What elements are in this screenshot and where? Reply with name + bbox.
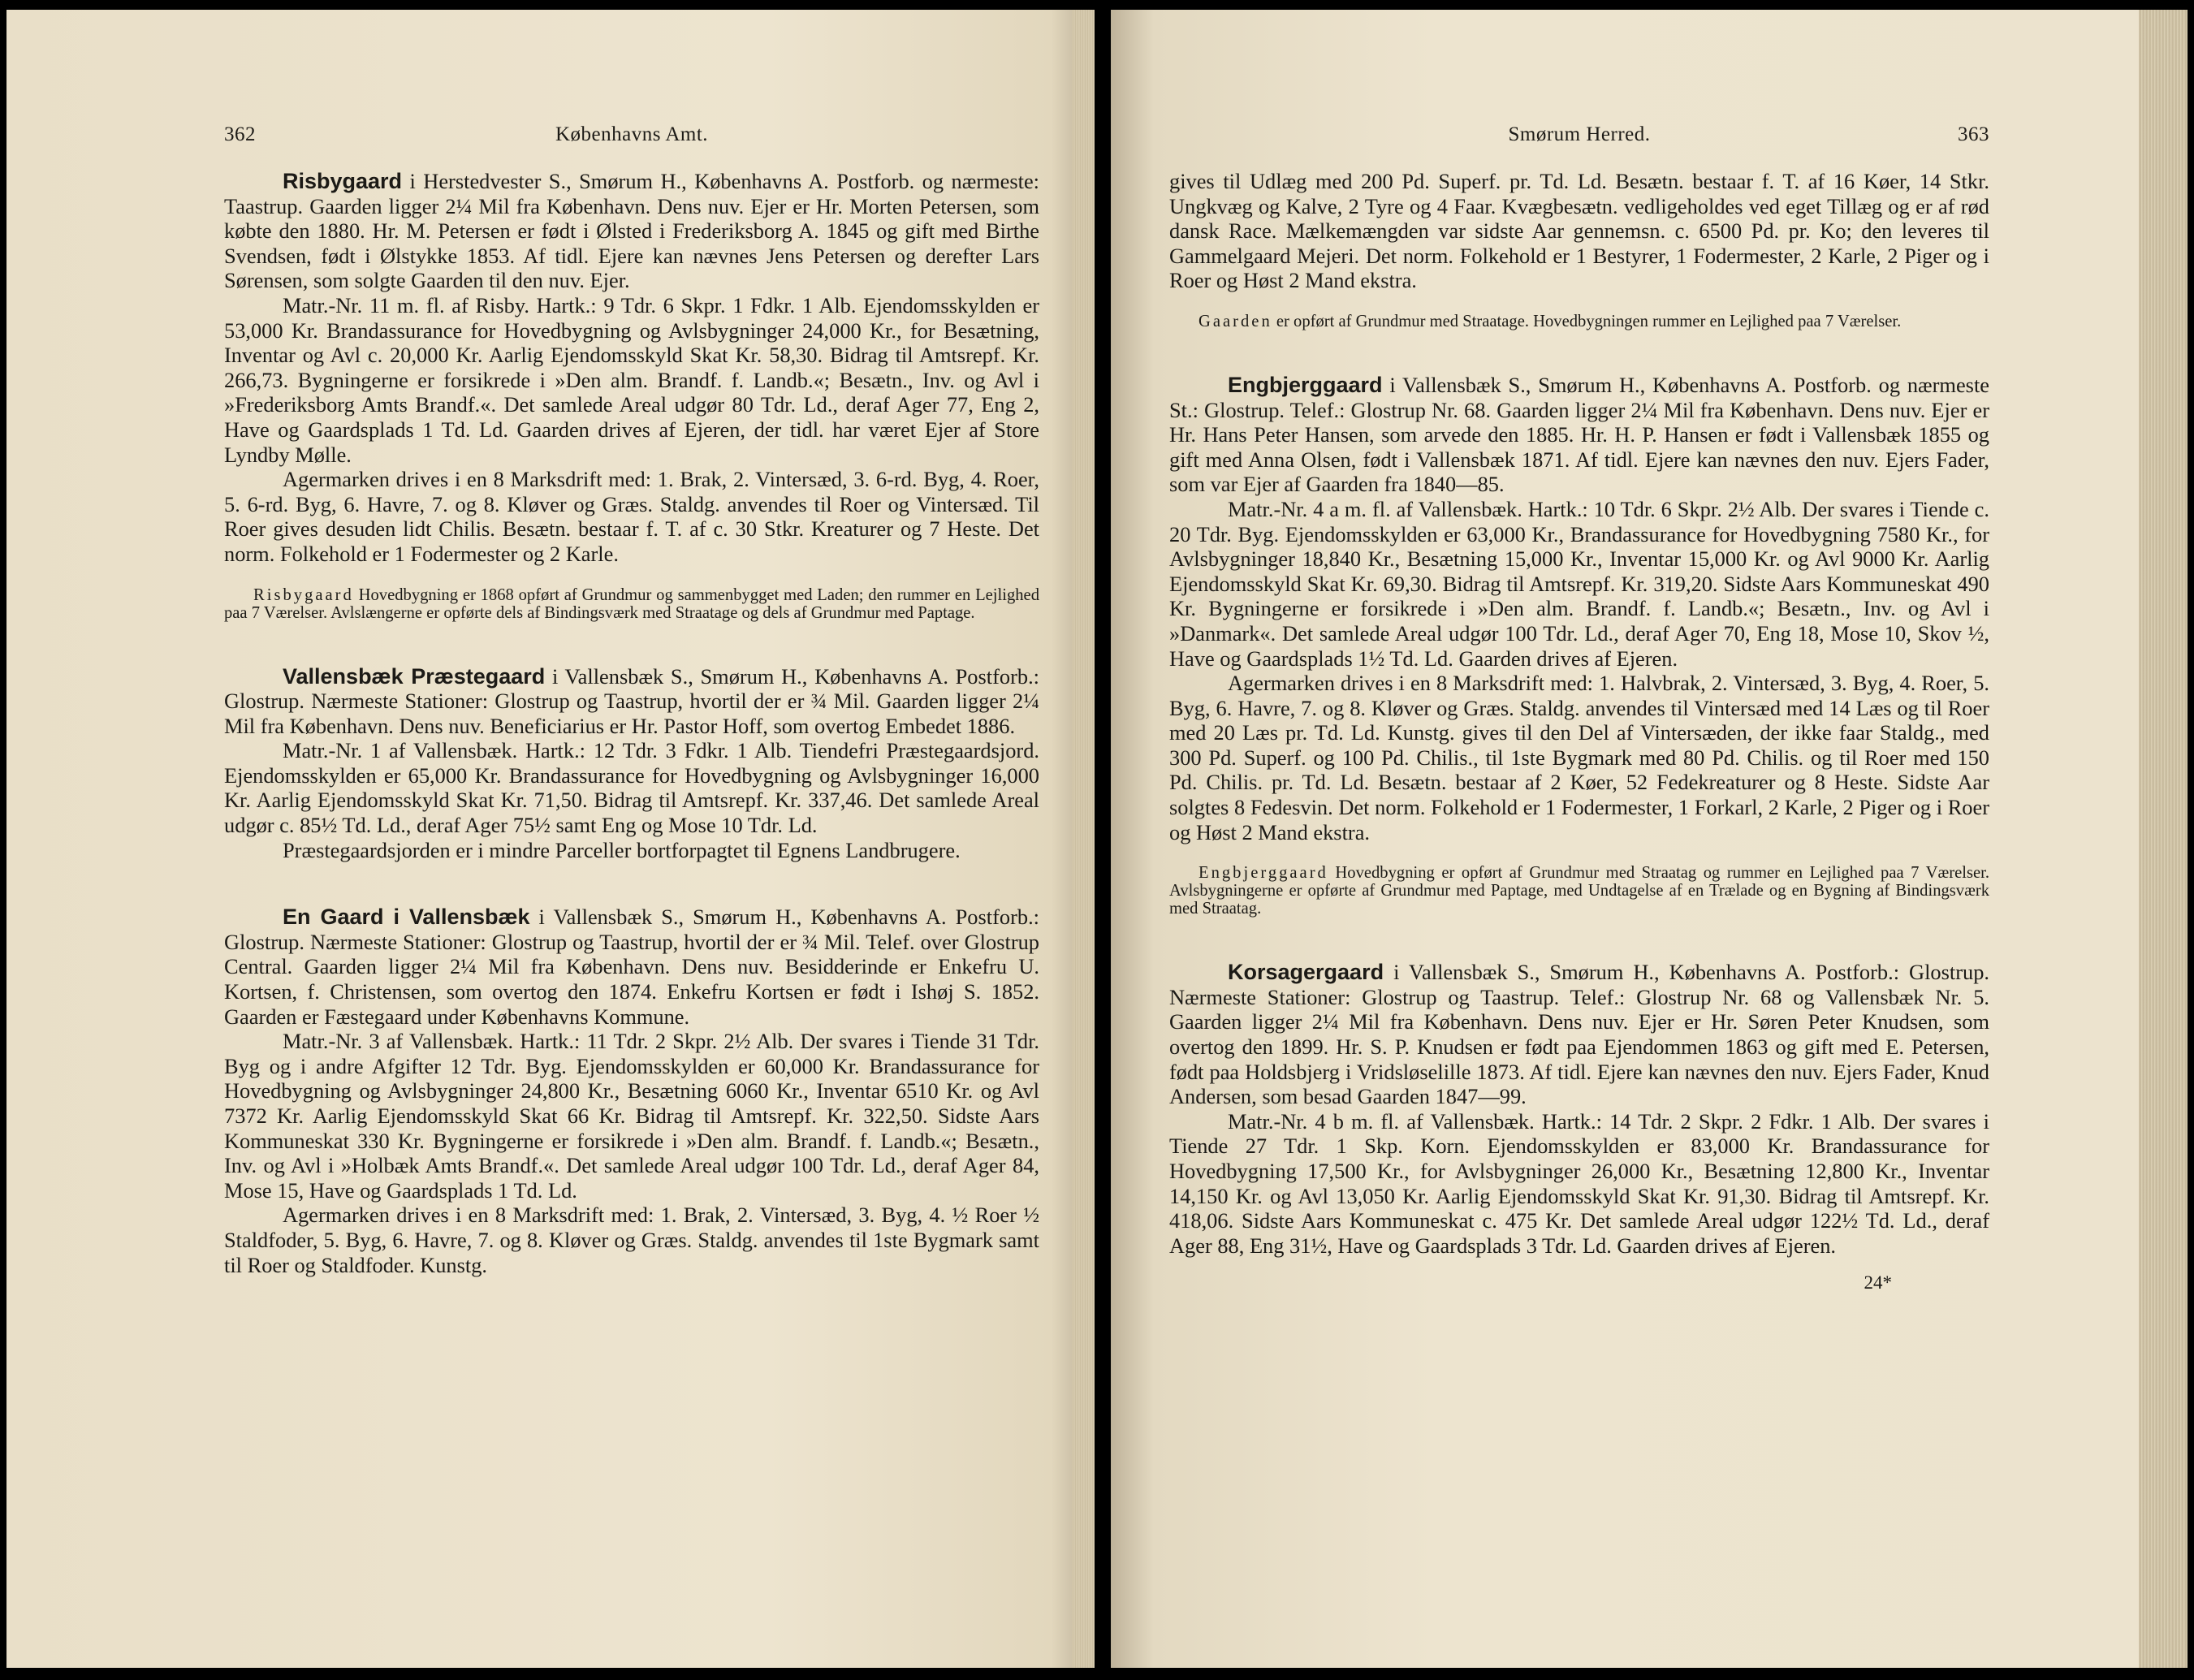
- right-running-head: [1169, 123, 1989, 169]
- entry-text: Agermarken drives i en 8 Marksdrift med: 1. Brak, 2. Vintersæd, 3. 6-rd. Byg, 4. Roer, 5. 6-rd. Byg, 6. Havre, 7. og 8. Kløver og Græs. Staldg. anvendes til Roer og Vintersæd. Til Roer gives desuden lidt Chilis. Besætn. bestaar f. T. af c. 30 Stkr. Kreaturer og 7 Heste. Det norm. Folkehold er 1 Fodermester og 2 Karle.: [224, 467, 1039, 566]
- page-gutter: [1072, 10, 1095, 1668]
- right-page: [1111, 10, 2188, 1668]
- entry-text: Matr.-Nr. 1 af Vallensbæk. Hartk.: 12 Tdr. 3 Fdkr. 1 Alb. Tiendefri Præstegaardsjord. Ejendomsskylden er 65,000 Kr. Brandassurance for Hovedbygning og Avlsbygninger 16,000 Kr. Aarlig Ejendomsskyld Skat Kr. 71,50. Bidrag til Amtsrepf. Kr. 337,46. Det samlede Areal udgør c. 85½ Td. Ld., deraf Ager 75½ samt Eng og Mose 10 Tdr. Ld.: [224, 738, 1039, 838]
- entry-text: i Vallensbæk S., Smørum H., Københavns A. Postforb.: Glostrup. Nærmeste Stationer: Glostrup og Taastrup, hvortil der er ¾ Mil. Telef. over Glostrup Central. Gaarden ligger 2¼ Mil fra København. Dens nuv. Besidderinde er Enkefru U. Kortsen, f. Christensen, som overtog den 1874. Enkefru Kortsen er født i Ishøj S. 1852. Gaarden er Fæstegaard under Københavns Kommune.: [224, 905, 1040, 1029]
- entry-name: Korsagergaard: [1228, 960, 1384, 985]
- entry-engbjerggaard: [1169, 373, 1989, 918]
- left-running-head: [224, 123, 1039, 169]
- entry-name: Vallensbæk Præstegaard: [283, 663, 546, 689]
- continuation-text: gives til Udlæg med 200 Pd. Superf. pr. Td. Ld. Besætn. bestaar f. T. af 16 Køer, 14 Stkr. Ungkvæg og Kalve, 2 Tyre og 4 Faar. Kvægbesætn. vedligeholdes ved eget Tillæg og er af rød dansk Race. Mælkemængden var sidste Aar gennemsn. c. 6500 Pd. pr. Ko; den leveres til Gammelgaard Mejeri. Det norm. Folkehold er 1 Bestyrer, 1 Fodermester, 2 Karle, 2 Piger og i Roer og Høst 2 Mand ekstra.: [1169, 169, 1989, 293]
- left-column: [224, 123, 1039, 1277]
- signature-mark: 24*: [1864, 1272, 1892, 1293]
- entry-name: En Gaard i Vallensbæk: [283, 905, 530, 930]
- entry-name: Risbygaard: [283, 169, 403, 193]
- entry-text: Matr.-Nr. 4 b m. fl. af Vallensbæk. Hartk.: 14 Tdr. 2 Skpr. 2 Fdkr. 1 Alb. Der svares i Tiende 27 Tdr. 1 Skp. Korn. Ejendomsskylden er 83,000 Kr. Brandassurance for Hovedbygning 17,500 Kr., for Avlsbygninger 26,000 Kr., Besætning 12,800 Kr., Inventar 14,150 Kr. og Avl 13,050 Kr. Aarlig Ejendomsskyld Skat Kr. 91,30. Bidrag til Amtsrepf. Kr. 418,06. Sidste Aars Kommuneskat c. 475 Kr. Det samlede Areal udgør 122½ Td. Ld., deraf Ager 88, Eng 31½, Have og Gaardsplads 3 Tdr. Ld. Gaarden drives af Ejeren.: [1169, 1108, 1989, 1258]
- note-text: Hovedbygning er 1868 opført af Grundmur og sammenbygget med Laden; den rummer en Lejlighed paa 7 Værelser. Avlslængerne er opførte dels af Bindingsværk med Straatage og dels af Grundmur med Paptage.: [224, 585, 1039, 622]
- entry-text: Matr.-Nr. 3 af Vallensbæk. Hartk.: 11 Tdr. 2 Skpr. 2½ Alb. Der svares i Tiende 31 Tdr. Byg og i andre Afgifter 12 Tdr. Byg. Ejendomsskylden er 60,000 Kr. Brandassurance for Hovedbygning og Avlsbygninger 24,800 Kr., Besætning 6060 Kr., Inventar 6510 Kr. og Avl 7372 Kr. Aarlig Ejendomsskyld Skat 66 Kr. Bidrag til Amtsrepf. Kr. 322,50. Sidste Aars Kommuneskat 330 Kr. Bygningerne er forsikrede i »Den alm. Brandf. f. Landb.«; Besætn., Inv. og Avl i »Holbæk Amts Brandf.«. Det samlede Areal udgør 100 Tdr. Ld., deraf Ager 84, Mose 15, Have og Gaardsplads 1 Td. Ld.: [224, 1029, 1039, 1203]
- entry-text: i Vallensbæk S., Smørum H., Københavns A. Postforb. og nærmeste St.: Glostrup. Telef.: Glostrup Nr. 68. Gaarden ligger 2¼ Mil fra København. Dens nuv. Ejer er Hr. Hans Peter Hansen, som arvede den 1885. Hr. H. P. Hansen er født i Vallensbæk 1855 og gift med Anna Olsen, født i Vallensbæk 1871. Af tidl. Ejere kan nævnes den nuv. Ejers Fader, som var Ejer af Gaarden fra 1840—85.: [1169, 372, 1989, 497]
- left-page: [6, 10, 1095, 1668]
- entry-text: i Vallensbæk S., Smørum H., Københavns A. Postforb.: Glostrup. Nærmeste Stationer: Glostrup og Taastrup. Telef.: Glostrup Nr. 68 og Vallensbæk Nr. 5. Gaarden ligger 2¼ Mil fra København. Dens nuv. Ejer er Hr. Søren Peter Knudsen, som overtog den 1899. Hr. S. P. Knudsen er født paa Ejendommen 1863 og gift med E. Petersen, født paa Holdsbjerg i Vridsløselille 1873. Af tidl. Ejere kan nævnes den nuv. Ejers Fader, Knud Andersen, som besad Gaarden 1847—99.: [1169, 960, 1989, 1109]
- entry-text: Matr.-Nr. 4 a m. fl. af Vallensbæk. Hartk.: 10 Tdr. 6 Skpr. 2½ Alb. Der svares i Tiende c. 20 Tdr. Byg. Ejendomsskylden er 63,000 Kr., Brandassurance for Hovedbygning 7580 Kr., for Avlsbygninger 18,840 Kr., Besætning 15,000 Kr., Inventar 15,000 Kr. og Avl 9000 Kr. Aarlig Ejendomsskyld Skat Kr. 69,30. Bidrag til Amtsrepf. Kr. 319,20. Sidste Aars Kommuneskat 490 Kr. Bygningerne er forsikrede i »Den alm. Brandf. f. Landb.«; Besætn., Inv. og Avl i »Danmark«. Det samlede Areal udgør 100 Tdr. Ld., deraf Ager 70, Eng 18, Mose 10, Skov ½, Have og Gaardsplads 1½ Td. Ld. Gaarden drives af Ejeren.: [1169, 496, 1989, 671]
- entry-risbygaard: [224, 169, 1039, 622]
- note-text: er opført af Grundmur med Straatage. Hovedbygningen rummer en Lejlighed paa 7 Værelser.: [1272, 312, 1902, 330]
- entry-vallensbaek-praestegaard: [224, 664, 1039, 863]
- entry-text: Matr.-Nr. 11 m. fl. af Risby. Hartk.: 9 Tdr. 6 Skpr. 1 Fdkr. 1 Alb. Ejendomsskylden er 53,000 Kr. Brandassurance for Hovedbygning og Avlsbygninger 24,000 Kr., for Besætning, Inventar og Avl c. 20,000 Kr. Aarlig Ejendomsskyld Skat Kr. 58,30. Bidrag til Amtsrepf. Kr. 266,73. Bygningerne er forsikrede i »Den alm. Brandf. f. Landb.«; Besætn., Inv. og Avl i »Frederiksborg Amts Brandf.«. Det samlede Areal udgør 80 Tdr. Ld., deraf Ager 77, Eng 2, Have og Gaardsplads 1 Td. Ld. Gaarden drives af Ejeren, der tidl. har været Ejer af Store Lyndby Mølle.: [224, 292, 1039, 467]
- entry-korsagergaard: [1169, 960, 1989, 1258]
- entry-note: [224, 586, 1039, 622]
- entry-en-gaard-i-vallensbaek: [224, 905, 1039, 1277]
- header-title: Københavns Amt.: [555, 123, 709, 145]
- entry-text: Agermarken drives i en 8 Marksdrift med: 1. Brak, 2. Vintersæd, 3. Byg, 4. ½ Roer ½ Staldfoder, 5. Byg, 6. Havre, 7. og 8. Kløver og Græs. Staldg. anvendes til 1ste Bygmark samt til Roer og Staldfoder. Kunstg.: [224, 1203, 1039, 1277]
- page-number: 363: [1958, 123, 1989, 145]
- right-column: [1169, 123, 1989, 1293]
- note-lead: Engbjerggaard: [1198, 864, 1328, 883]
- entry-text: Agermarken drives i en 8 Marksdrift med: 1. Halvbrak, 2. Vintersæd, 3. Byg, 4. Roer, 5. Byg, 6. Havre, 7. og 8. Kløver og Græs. Staldg. anvendes til Vintersæd med 14 Læs og til Roer med 20 Læs pr. Td. Ld. Kunstg. gives til den Del af Vintersæden, der ikke faar Staldg., med 300 Pd. Superf. og 100 Pd. Chilis., til 1ste Bygmark med 80 Pd. Chilis. og til Roer med 150 Pd. Chilis. pr. Td. Ld. Besætn. bestaar af 2 Køer, 52 Fedekreaturer og 8 Heste. Sidste Aar solgtes 8 Fedesvin. Det norm. Folkehold er 1 Fodermester, 1 Forkarl, 2 Karle, 2 Piger og i Roer og Høst 2 Mand ekstra.: [1169, 671, 1989, 844]
- entry-note: [1169, 864, 1989, 918]
- page-number: 362: [224, 123, 256, 145]
- note-lead: Risbygaard: [253, 585, 354, 604]
- note-text: Hovedbygning er opført af Grundmur med Straatag og rummer en Lejlighed paa 7 Værelser. Avlsbygningerne er opførte af Grundmur med Paptage, med Undtagelse af en Trælade og en Bygning af Bindingsværk med Straatag.: [1169, 864, 1989, 918]
- entry-name: Engbjerggaard: [1228, 372, 1383, 397]
- continuation-note: [1169, 313, 1989, 330]
- page-fore-edge: [2139, 10, 2188, 1668]
- entry-text: Præstegaardsjorden er i mindre Parceller bortforpagtet til Egnens Landbrugere.: [283, 837, 961, 862]
- entry-text: i Vallensbæk S., Smørum H., Københavns A. Postforb.: Glostrup. Nærmeste Stationer: Glostrup og Taastrup, hvortil der er ¾ Mil. Gaarden ligger 2¼ Mil fra København. Dens nuv. Beneficiarius er Hr. Pastor Hoff, som overtog Embedet 1886.: [224, 663, 1039, 738]
- entry-text: i Herstedvester S., Smørum H., Københavns A. Postforb. og nærmeste: Taastrup. Gaarden ligger 2¼ Mil fra København. Dens nuv. Ejer er Hr. Morten Petersen, som købte den 1880. Hr. M. Petersen er født i Ølsted i Frederiksborg A. 1845 og gift med Birthe Svendsen, født i Ølstykke 1853. Af tidl. Ejere kan nævnes Jens Petersen og derefter Lars Sørensen, som solgte Gaarden til den nuv. Ejer.: [224, 169, 1039, 293]
- header-title: Smørum Herred.: [1508, 123, 1651, 145]
- note-lead: Gaarden: [1198, 312, 1272, 330]
